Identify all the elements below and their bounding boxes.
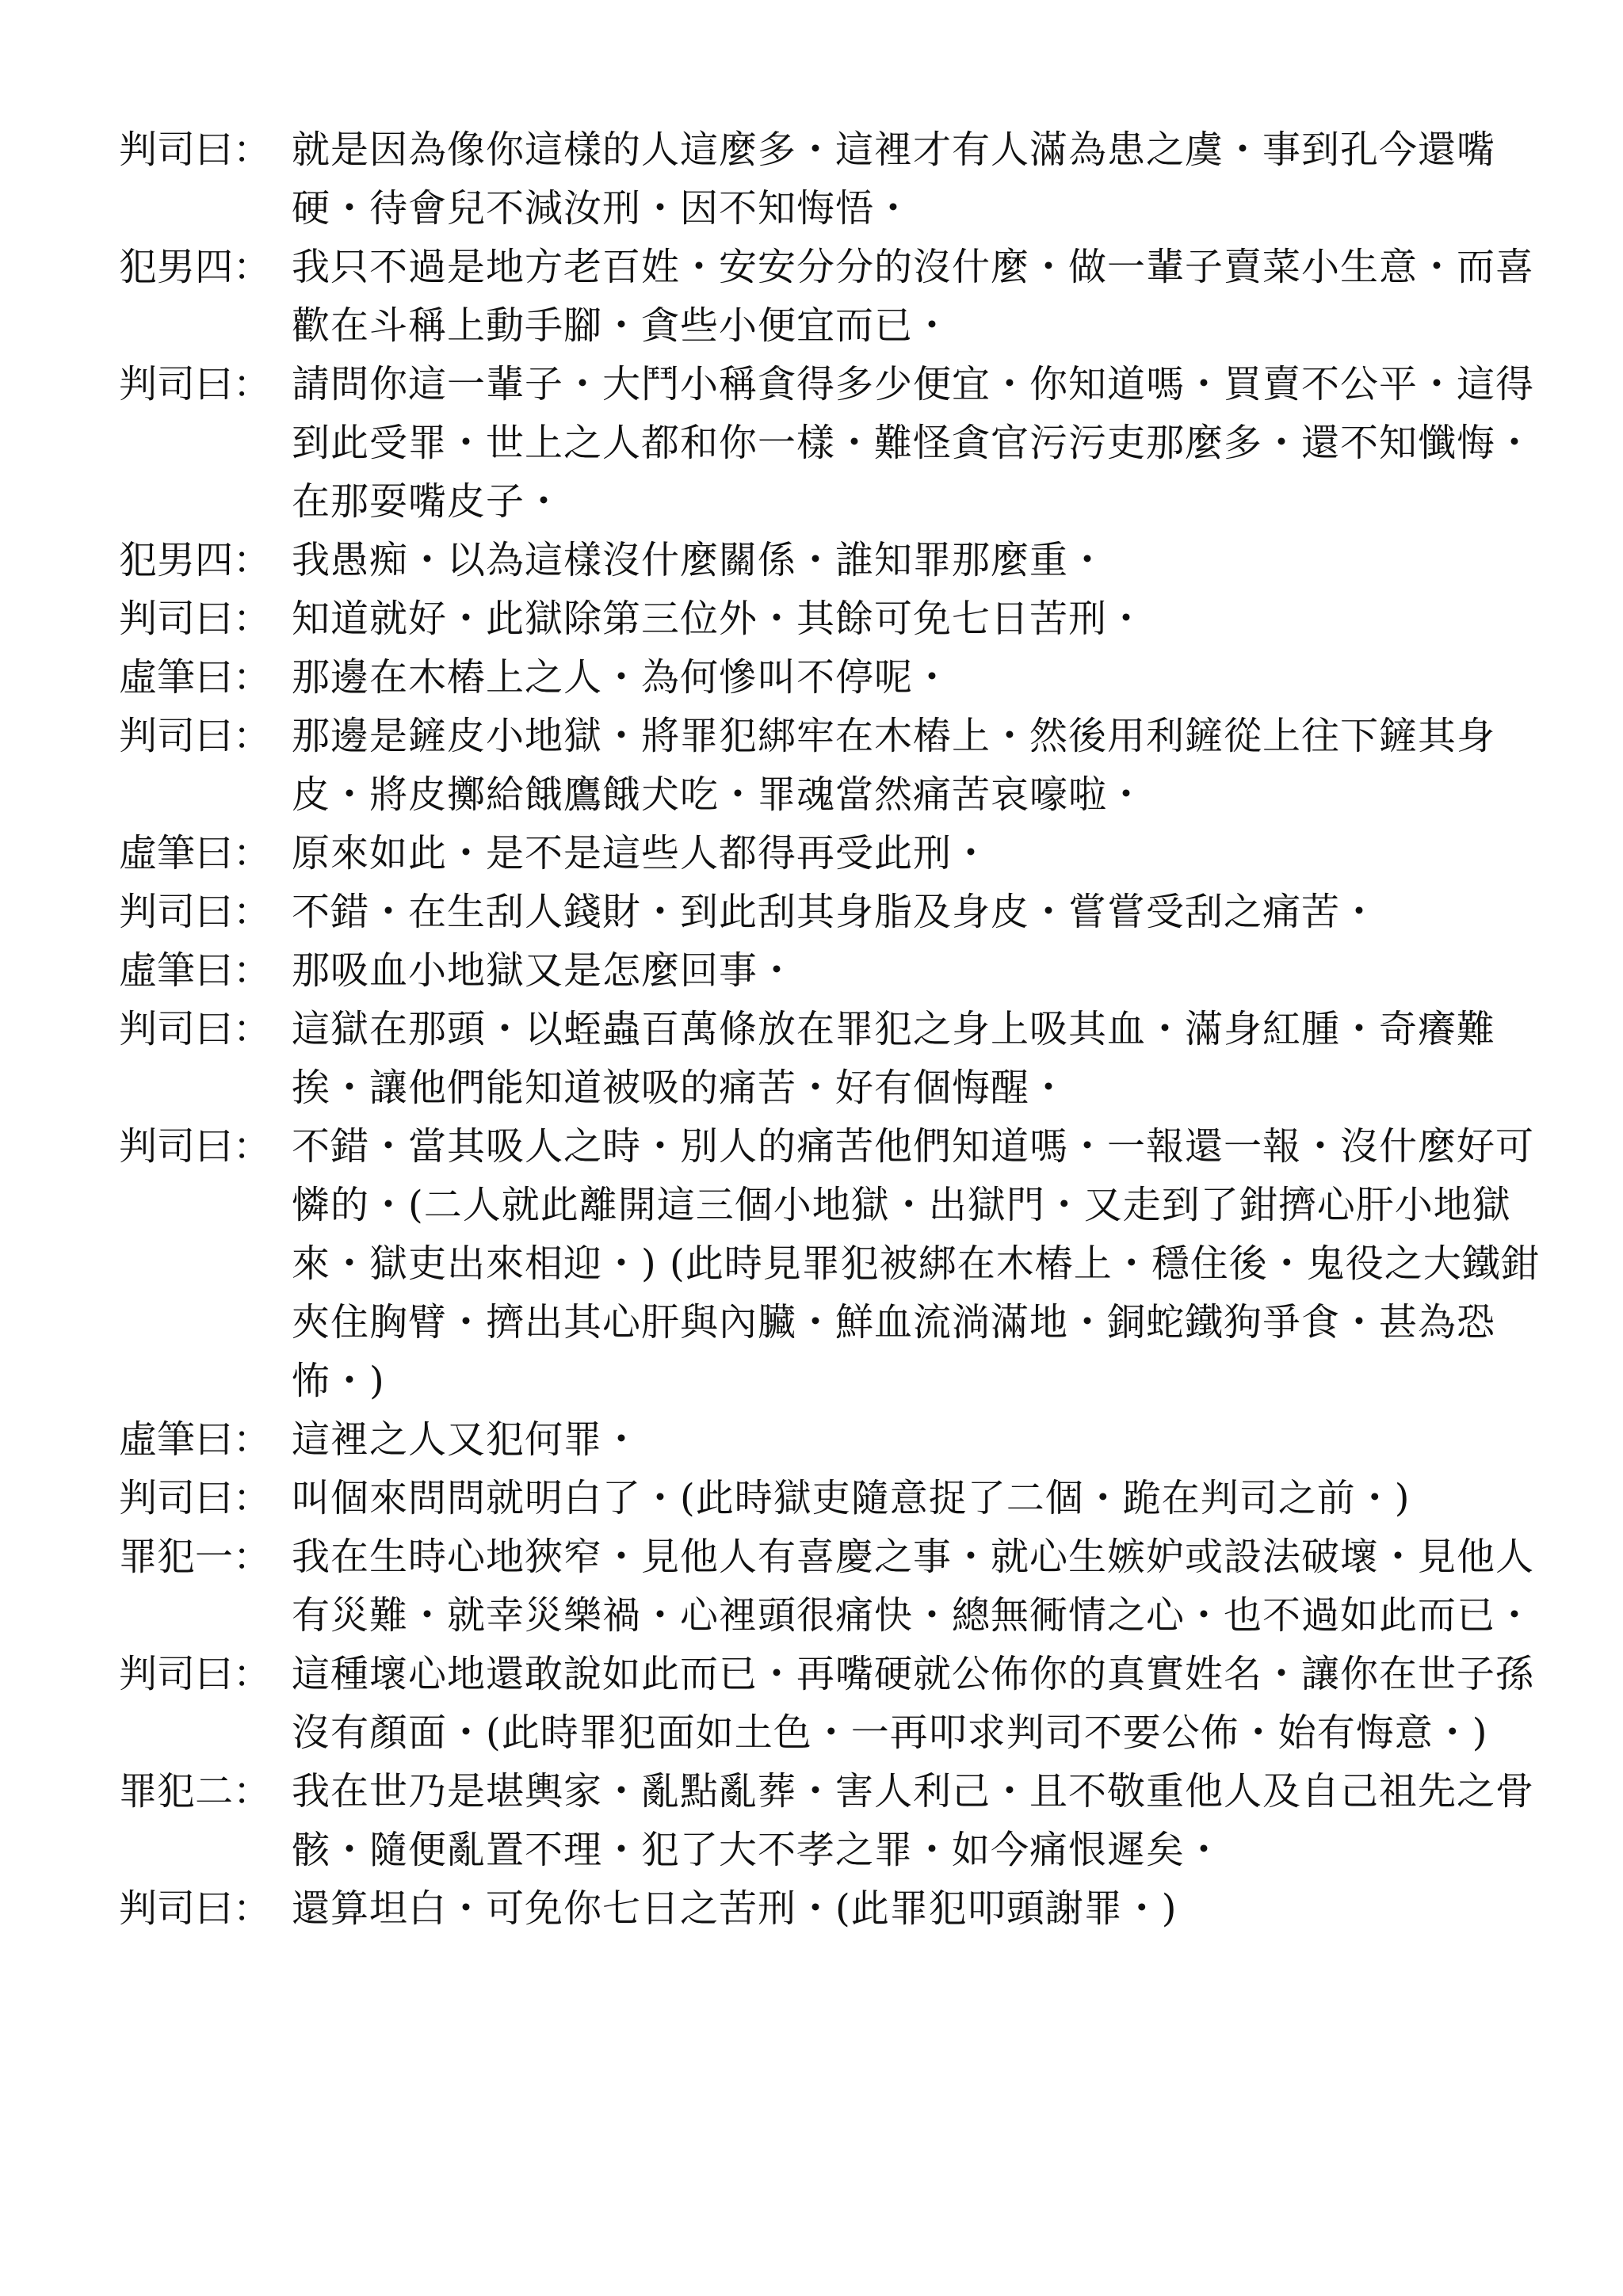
speaker-label: 判司曰： [119,1476,272,1520]
dialogue-text: 請問你這一輩子・大鬥小稱貪得多少便宜・你知道嗎・買賣不公平・這得到此受罪・世上之人都和你一樣・難怪貪官污污吏那麼多・還不知懺悔・在那耍嘴皮子・ [292,362,1535,524]
dialogue-line [0,120,1623,238]
speaker-label: 虛筆曰： [119,655,272,700]
dialogue-line [0,238,1623,355]
dialogue-text: 知道就好・此獄除第三位外・其餘可免七日苦刑・ [292,597,1147,641]
dialogue-text: 叫個來問問就明白了・(此時獄吏隨意捉了二個・跪在判司之前・) [292,1476,1411,1520]
dialogue-text: 我只不過是地方老百姓・安安分分的沒什麼・做一輩子賣菜小生意・而喜歡在斗稱上動手腳・貪些小便宜而已・ [292,245,1535,348]
dialogue-line [0,883,1623,941]
dialogue-text: 就是因為像你這樣的人這麼多・這裡才有人滿為患之虞・事到孔今還嘴硬・待會兒不減汝刑・因不知悔悟・ [292,128,1496,231]
dialogue-text: 那邊是鏟皮小地獄・將罪犯綁牢在木樁上・然後用利鏟從上往下鏟其身皮・將皮擲給餓鷹餓犬吃・罪魂當然痛苦哀嚎啦・ [292,714,1496,817]
dialogue-line [0,589,1623,648]
speaker-label: 虛筆曰： [119,1417,272,1462]
dialogue-line [0,648,1623,707]
dialogue-text: 我在生時心地狹窄・見他人有喜慶之事・就心生嫉妒或設法破壞・見他人有災難・就幸災樂禍・心裡頭很痛快・總無衕情之心・也不過如此而已・ [292,1535,1535,1638]
dialogue-text: 原來如此・是不是這些人都得再受此刑・ [292,831,991,875]
speaker-label: 判司曰： [119,128,272,172]
dialogue-text: 不錯・當其吸人之時・別人的痛苦他們知道嗎・一報還一報・沒什麼好可憐的・(二人就此離開這三個小地獄・出獄門・又走到了鉗擠心肝小地獄來・獄吏出來相迎・) (此時見罪犯被綁在木樁上・穩住後・鬼役之大鐵鉗夾住胸臂・擠出其心肝與內臟・鮮血流淌滿地・銅蛇鐵狗爭食・甚為恐怖・) [292,1124,1540,1403]
dialogue-line [0,941,1623,1000]
speaker-label: 犯男四： [119,538,272,582]
dialogue-line [0,355,1623,531]
speaker-label: 判司曰： [119,890,272,934]
speaker-label: 虛筆曰： [119,831,272,875]
dialogue-line [0,1117,1623,1410]
speaker-label: 罪犯一： [119,1535,272,1579]
dialogue-text: 那吸血小地獄又是怎麼回事・ [292,948,797,993]
dialogue-text: 還算坦白・可免你七日之苦刑・(此罪犯叩頭謝罪・) [292,1886,1178,1931]
speaker-label: 判司曰： [119,1007,272,1051]
dialogue-text: 不錯・在生刮人錢財・到此刮其身脂及身皮・嘗嘗受刮之痛苦・ [292,890,1380,934]
dialogue-line [0,1645,1623,1762]
dialogue-line [0,1410,1623,1469]
speaker-label: 判司曰： [119,1886,272,1931]
dialogue-line [0,824,1623,883]
dialogue-text: 這種壞心地還敢說如此而已・再嘴硬就公佈你的真實姓名・讓你在世子孫沒有顏面・(此時罪犯面如土色・一再叩求判司不要公佈・始有悔意・) [292,1652,1535,1755]
dialogue-text: 這獄在那頭・以蛭蟲百萬條放在罪犯之身上吸其血・滿身紅腫・奇癢難挨・讓他們能知道被吸的痛苦・好有個悔醒・ [292,1007,1496,1110]
dialogue-text: 這裡之人又犯何罪・ [292,1417,642,1462]
speaker-label: 犯男四： [119,245,272,289]
dialogue-line [0,1469,1623,1527]
dialogue-line [0,531,1623,589]
speaker-label: 判司曰： [119,362,272,406]
dialogue-text: 我愚痴・以為這樣沒什麼關係・誰知罪那麼重・ [292,538,1108,582]
dialogue-line [0,1000,1623,1117]
speaker-label: 虛筆曰： [119,948,272,993]
dialogue-text: 那邊在木樁上之人・為何慘叫不停呢・ [292,655,953,700]
speaker-label: 罪犯二： [119,1769,272,1814]
speaker-label: 判司曰： [119,597,272,641]
speaker-label: 判司曰： [119,1652,272,1696]
dialogue-line [0,1762,1623,1879]
dialogue-line [0,1527,1623,1645]
dialogue-text: 我在世乃是堪輿家・亂點亂葬・害人利己・且不敬重他人及自己祖先之骨骸・隨便亂置不理・犯了大不孝之罪・如今痛恨遲矣・ [292,1769,1535,1872]
dialogue-line [0,707,1623,824]
dialogue-line [0,1879,1623,1938]
speaker-label: 判司曰： [119,1124,272,1169]
speaker-label: 判司曰： [119,714,272,758]
